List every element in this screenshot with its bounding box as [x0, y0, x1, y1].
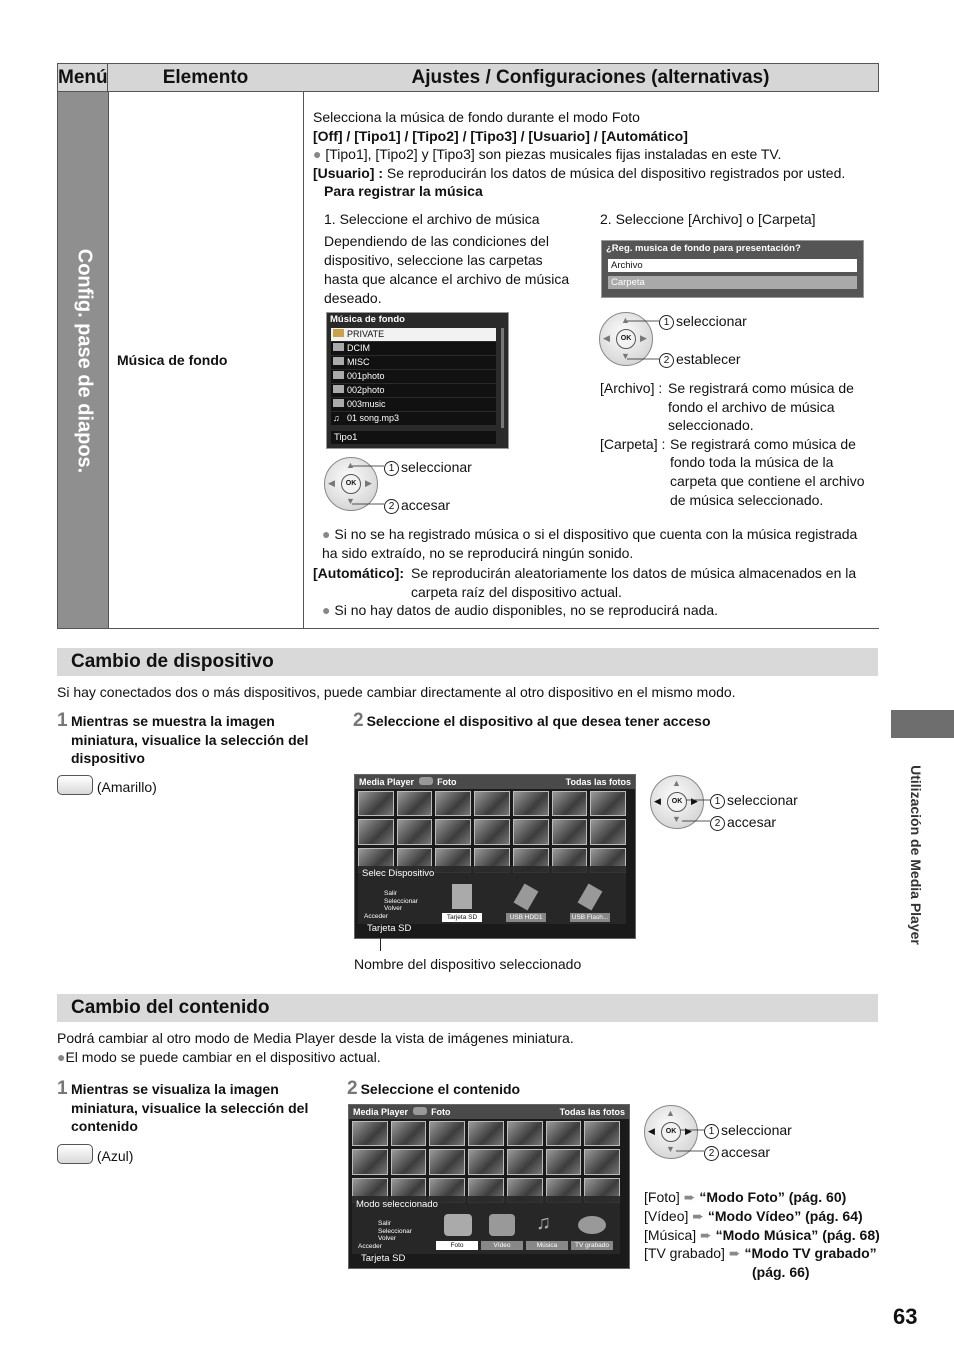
video-mode-icon — [489, 1214, 515, 1236]
automatico-line: [Automático]: Se reproducirán aleatoriamente los datos de música almacenados en la carpeta raíz del dispositivo actual. — [313, 565, 857, 600]
sec2-ctrl-label-2: 2 accesar — [704, 1143, 770, 1162]
arrow-right-icon: ➨ — [700, 1226, 712, 1243]
list-item[interactable]: PRIVATE — [331, 328, 496, 341]
section-title-cambio-contenido: Cambio del contenido — [57, 994, 878, 1022]
mode-option-musica[interactable]: Música — [526, 1241, 568, 1250]
caption-line — [380, 937, 381, 951]
thumbnail[interactable] — [546, 1121, 582, 1146]
side-tab-label: Utilización de Media Player — [908, 765, 924, 945]
thumbnail[interactable] — [513, 791, 549, 816]
device-option[interactable]: Tarjeta SD — [442, 913, 482, 922]
thumbnail[interactable] — [513, 819, 549, 844]
page-number: 63 — [893, 1304, 918, 1329]
folder-icon — [333, 329, 344, 337]
music-browser-list — [331, 328, 496, 426]
list-item[interactable]: 002photo — [331, 384, 496, 397]
thumbnail[interactable] — [435, 819, 471, 844]
device-select-screen — [354, 774, 636, 939]
ctrl1-label-2: 2 accesar — [384, 496, 450, 515]
thumbnail[interactable] — [590, 819, 626, 844]
sec1-step1: 1 Mientras se muestra la imagen miniatura, visualice la selección del dispositivo — [57, 710, 309, 766]
intro-line: Selecciona la música de fondo durante el modo Foto — [313, 109, 640, 125]
thumbnail[interactable] — [397, 819, 433, 844]
sec1-ctrl-label-2: 2 accesar — [710, 813, 776, 832]
usb-icon — [514, 883, 539, 910]
thumbnail[interactable] — [358, 819, 394, 844]
column-divider — [108, 92, 109, 629]
ref-tv-grabado-page: (pág. 66) — [752, 1264, 810, 1281]
sd-card-icon — [452, 884, 472, 909]
step2-title: 2. Seleccione [Archivo] o [Carpeta] — [600, 211, 816, 227]
header-menu: Menú — [57, 63, 108, 92]
thumbnail[interactable] — [474, 791, 510, 816]
side-tab-label-wrap — [905, 746, 927, 964]
option-carpeta[interactable]: Carpeta — [608, 276, 857, 289]
table-bottom-border — [57, 628, 879, 629]
ref-tv-grabado: [TV grabado] ➨ “Modo TV grabado” — [644, 1245, 877, 1262]
register-dialog-title: ¿Reg. musica de fondo para presentación? — [606, 243, 801, 254]
step1-body: Dependiendo de las condiciones del dispositivo, seleccione las carpetas hasta que alcance el archivo de música deseado. — [324, 232, 570, 306]
section-title-cambio-dispositivo: Cambio de dispositivo — [57, 648, 878, 676]
thumbnail[interactable] — [435, 791, 471, 816]
list-item[interactable]: DCIM — [331, 342, 496, 355]
sec2-intro: Podrá cambiar al otro modo de Media Player desde la vista de imágenes miniatura. — [57, 1030, 574, 1046]
thumbnail[interactable] — [474, 819, 510, 844]
thumbnail[interactable] — [352, 1121, 388, 1146]
thumbnail-grid — [352, 1121, 620, 1203]
remote-dpad-icon: OK ▲ ▼ ◀ ▶ — [324, 457, 378, 511]
item-label: Música de fondo — [117, 352, 228, 368]
yellow-button-icon — [57, 775, 93, 795]
panel-legend: Salir Seleccionar Volver Acceder — [364, 890, 418, 920]
side-tab — [891, 710, 954, 738]
archivo-description: [Archivo] : Se registrará como música de fondo el archivo de música seleccionado. [Carpeta] : Se registrará como música de fondo toda la música de la carpeta que contiene el archivo de música seleccionado. — [600, 380, 865, 508]
thumbnail[interactable] — [391, 1121, 427, 1146]
sec2-step2: 2 Seleccione el contenido — [347, 1078, 521, 1099]
sec1-step2: 2 Seleccione el dispositivo al que desea tener acceso — [353, 710, 711, 731]
screen-header: Media Player Foto Todas las fotos — [349, 1105, 629, 1119]
ctrl1-label-1: 1 seleccionar — [384, 458, 472, 477]
list-item[interactable]: 001photo — [331, 370, 496, 383]
thumbnail[interactable] — [507, 1121, 543, 1146]
remote-dpad-icon: OK ▲ ▼ ◀ ▶ — [650, 775, 704, 829]
folder-icon — [333, 357, 344, 365]
list-item[interactable]: MISC — [331, 356, 496, 369]
music-browser — [326, 312, 509, 449]
callout-lines — [350, 458, 386, 510]
photo-mode-icon — [444, 1214, 472, 1236]
folder-icon — [333, 399, 344, 407]
ctrl2-label-1: 1 seleccionar — [659, 312, 747, 331]
list-item[interactable]: 003music — [331, 398, 496, 411]
music-browser-title: Música de fondo — [330, 314, 405, 325]
device-option[interactable]: USB HDD1 — [506, 913, 546, 922]
callout-lines — [625, 313, 661, 365]
screen-header: Media Player Foto Todas las fotos — [355, 775, 635, 789]
music-note-icon: ♫ — [333, 413, 340, 423]
camera-icon — [413, 1107, 427, 1115]
thumbnail[interactable] — [552, 819, 588, 844]
para-registrar: Para registrar la música — [324, 183, 483, 199]
ok-button-icon: OK — [341, 474, 361, 494]
music-mode-icon: ♫ — [536, 1212, 551, 1234]
column-divider — [303, 92, 304, 629]
menu-column — [57, 92, 109, 629]
setting-description — [313, 108, 873, 201]
callout-lines — [676, 790, 712, 826]
scrollbar[interactable] — [501, 328, 504, 428]
sec2-note: ●El modo se puede cambiar en el dispositivo actual. — [57, 1049, 381, 1065]
mode-references — [644, 1188, 880, 1282]
no-music-note: ● Si no se ha registrado música o si el dispositivo que cuenta con la música registrada ha sido extraído, no se reproducirá ningún sonido. — [322, 526, 858, 561]
mode-option-tv-grabado[interactable]: TV grabado — [571, 1241, 613, 1250]
folder-icon — [333, 371, 344, 379]
panel-legend: Salir Seleccionar Volver Acceder — [358, 1220, 412, 1250]
thumbnail[interactable] — [352, 1149, 388, 1174]
header-elemento: Elemento — [108, 63, 304, 92]
camera-icon — [419, 777, 433, 785]
screen-footer: Tarjeta SD — [367, 923, 412, 934]
arrow-right-icon: ➨ — [728, 1245, 741, 1262]
menu-label: Config. pase de diapos. — [73, 248, 95, 473]
thumbnail[interactable] — [507, 1149, 543, 1174]
panel-title: Selec Dispositivo — [362, 868, 435, 879]
list-item[interactable]: ♫ 01 song.mp3 — [331, 412, 496, 425]
thumbnail[interactable] — [397, 791, 433, 816]
step1-title: 1. Seleccione el archivo de música — [324, 211, 540, 227]
sec1-ctrl-label-1: 1 seleccionar — [710, 791, 798, 810]
thumbnail[interactable] — [468, 1121, 504, 1146]
thumbnail[interactable] — [468, 1149, 504, 1174]
ref-musica: [Música] ➨ “Modo Música” (pág. 68) — [644, 1226, 880, 1243]
ref-video: [Vídeo] ➨ “Modo Vídeo” (pág. 64) — [644, 1207, 863, 1224]
thumbnail[interactable] — [552, 791, 588, 816]
folder-icon — [333, 343, 344, 351]
device-select-panel — [358, 866, 626, 924]
remote-dpad-icon: OK ▲ ▼ ◀ ▶ — [599, 312, 653, 366]
option-archivo[interactable]: Archivo — [608, 259, 857, 272]
screen-footer: Tarjeta SD — [361, 1253, 406, 1264]
content-select-screen — [348, 1104, 630, 1269]
sec1-yellow-button: (Amarillo) — [57, 775, 157, 797]
mode-select-panel — [352, 1196, 620, 1254]
arrow-right-icon: ➨ — [683, 1189, 696, 1205]
thumbnail[interactable] — [584, 1121, 620, 1146]
usuario-line: [Usuario] : Se reproducirán los datos de música del dispositivo registrados por usted. — [313, 164, 846, 181]
thumbnail[interactable] — [358, 791, 394, 816]
blue-button-icon — [57, 1144, 93, 1164]
remote-dpad-icon: OK ▲ ▼ ◀ ▶ — [644, 1105, 698, 1159]
thumbnail[interactable] — [584, 1149, 620, 1174]
options-line: [Off] / [Tipo1] / [Tipo2] / [Tipo3] / [Usuario] / [Automático] — [313, 127, 688, 144]
mode-option-foto[interactable]: Foto — [436, 1241, 478, 1250]
tv-recorded-mode-icon — [578, 1216, 606, 1234]
header-ajustes: Ajustes / Configuraciones (alternativas) — [303, 63, 879, 92]
thumbnail[interactable] — [429, 1121, 465, 1146]
thumbnail[interactable] — [546, 1149, 582, 1174]
thumbnail[interactable] — [391, 1149, 427, 1174]
ok-button-icon: OK — [661, 1122, 681, 1142]
sec1-intro: Si hay conectados dos o más dispositivos, puede cambiar directamente al otro dispositivo en el mismo modo. — [57, 684, 736, 700]
ctrl2-label-2: 2 establecer — [659, 350, 741, 369]
folder-icon — [333, 385, 344, 393]
thumbnail[interactable] — [590, 791, 626, 816]
no-audio-note: ● Si no hay datos de audio disponibles, no se reproducirá nada. — [322, 602, 719, 618]
register-dialog — [601, 240, 864, 298]
tipo-note: ● [Tipo1], [Tipo2] y [Tipo3] son piezas musicales fijas instaladas en este TV. — [313, 146, 782, 162]
panel-title: Modo seleccionado — [356, 1199, 438, 1210]
ok-button-icon: OK — [616, 329, 636, 349]
sec2-ctrl-label-1: 1 seleccionar — [704, 1121, 792, 1140]
thumbnail[interactable] — [429, 1149, 465, 1174]
arrow-right-icon: ➨ — [692, 1207, 704, 1224]
sec2-blue-button: (Azul) — [57, 1144, 133, 1166]
ok-button-icon: OK — [667, 792, 687, 812]
device-option[interactable]: USB Flash... — [571, 914, 609, 921]
sec2-step1: 1 Mientras se visualiza la imagen miniatura, visualice la selección del contenido — [57, 1078, 309, 1134]
sec1-caption: Nombre del dispositivo seleccionado — [354, 956, 582, 972]
music-browser-footer: Tipo1 — [331, 431, 496, 444]
mode-option-video[interactable]: Vídeo — [481, 1241, 523, 1250]
callout-lines — [670, 1120, 706, 1156]
ref-foto: [Foto] ➨ “Modo Foto” (pág. 60) — [644, 1189, 847, 1205]
thumbnail-grid — [358, 791, 626, 873]
usb-icon — [578, 883, 603, 910]
step1-block — [324, 210, 579, 308]
